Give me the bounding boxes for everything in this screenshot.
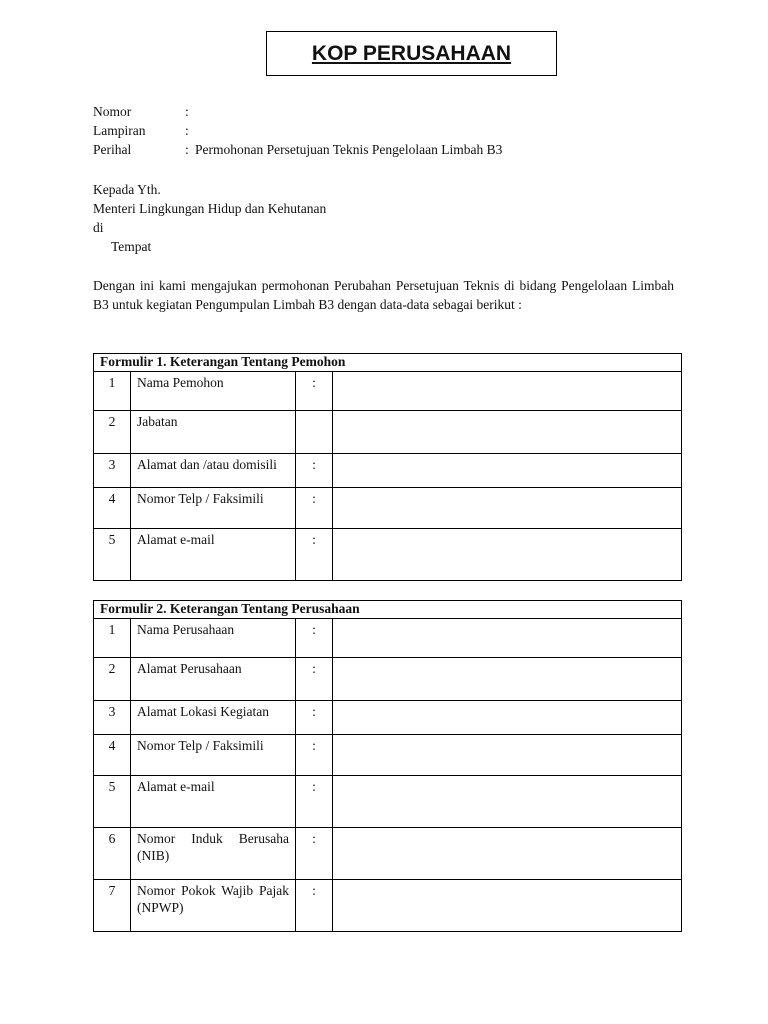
field-label: Alamat e-mail (131, 776, 296, 828)
field-label: Alamat Lokasi Kegiatan (131, 701, 296, 735)
field-value-cell[interactable] (333, 658, 682, 701)
form-2-table (93, 600, 682, 932)
address-line: Menteri Lingkungan Hidup dan Kehutanan (93, 201, 327, 216)
form-1-title: Formulir 1. Keterangan Tentang Pemohon (94, 354, 682, 372)
field-value-cell[interactable] (333, 735, 682, 776)
row-number: 4 (94, 735, 131, 776)
meta-value: Permohonan Persetujuan Teknis Pengelolaan Limbah B3 (195, 142, 503, 157)
form-1-table (93, 353, 682, 581)
field-label: Alamat e-mail (131, 529, 296, 581)
field-label: Alamat Perusahaan (131, 658, 296, 701)
row-number: 3 (94, 701, 131, 735)
table-row (94, 658, 682, 701)
row-number: 5 (94, 529, 131, 581)
field-value-cell[interactable] (333, 454, 682, 488)
field-label: Nomor Telp / Faksimili (131, 488, 296, 529)
field-label: Nomor Pokok Wajib Pajak (NPWP) (131, 880, 296, 932)
field-value-cell[interactable] (333, 619, 682, 658)
meta-row-lampiran (93, 121, 502, 140)
field-label: Nama Pemohon (131, 372, 296, 411)
letterhead-box (266, 31, 557, 76)
field-label: Nama Perusahaan (131, 619, 296, 658)
field-value-cell[interactable] (333, 776, 682, 828)
address-line: Kepada Yth. (93, 182, 161, 197)
meta-row-perihal (93, 140, 502, 159)
field-value-cell[interactable] (333, 880, 682, 932)
field-colon: : (296, 880, 333, 932)
intro-paragraph: Dengan ini kami mengajukan permohonan Perubahan Persetujuan Teknis di bidang Pengelolaan Limbah B3 untuk kegiatan Pengumpulan Limbah B3 dengan data-data sebagai berikut : (93, 278, 674, 312)
meta-separator: : (185, 123, 189, 138)
meta-separator: : (185, 142, 189, 157)
row-number: 1 (94, 619, 131, 658)
table-row (94, 880, 682, 932)
address-line: Tempat (111, 239, 152, 254)
row-number: 7 (94, 880, 131, 932)
field-value-cell[interactable] (333, 488, 682, 529)
field-label: Alamat dan /atau domisili (131, 454, 296, 488)
table-row (94, 488, 682, 529)
meta-row-nomor (93, 102, 502, 121)
field-colon: : (296, 776, 333, 828)
row-number: 2 (94, 658, 131, 701)
row-number: 5 (94, 776, 131, 828)
field-colon: : (296, 619, 333, 658)
table-row (94, 529, 682, 581)
field-label: Nomor Telp / Faksimili (131, 735, 296, 776)
field-label: Nomor Induk Berusaha (NIB) (131, 828, 296, 880)
field-value-cell[interactable] (333, 411, 682, 454)
table-row (94, 619, 682, 658)
recipient-address (93, 180, 326, 256)
table-row (94, 735, 682, 776)
field-colon: : (296, 658, 333, 701)
row-number: 4 (94, 488, 131, 529)
table-row (94, 776, 682, 828)
field-value-cell[interactable] (333, 828, 682, 880)
address-line: di (93, 220, 104, 235)
field-colon: : (296, 828, 333, 880)
table-row (94, 372, 682, 411)
table-row (94, 828, 682, 880)
field-colon: : (296, 735, 333, 776)
table-row (94, 701, 682, 735)
meta-label: Nomor (93, 104, 132, 119)
field-colon: : (296, 372, 333, 411)
field-colon (296, 411, 333, 454)
row-number: 3 (94, 454, 131, 488)
field-colon: : (296, 529, 333, 581)
row-number: 1 (94, 372, 131, 411)
table-row (94, 411, 682, 454)
row-number: 2 (94, 411, 131, 454)
field-colon: : (296, 701, 333, 735)
field-colon: : (296, 454, 333, 488)
field-value-cell[interactable] (333, 529, 682, 581)
letterhead-title: KOP PERUSAHAAN (311, 41, 512, 65)
field-label: Jabatan (131, 411, 296, 454)
table-row (94, 454, 682, 488)
letter-meta (93, 102, 502, 159)
field-value-cell[interactable] (333, 372, 682, 411)
row-number: 6 (94, 828, 131, 880)
meta-label: Perihal (93, 142, 132, 157)
form-2-title: Formulir 2. Keterangan Tentang Perusahaan (94, 601, 682, 619)
meta-separator: : (185, 104, 189, 119)
field-value-cell[interactable] (333, 701, 682, 735)
meta-label: Lampiran (93, 123, 146, 138)
field-colon: : (296, 488, 333, 529)
